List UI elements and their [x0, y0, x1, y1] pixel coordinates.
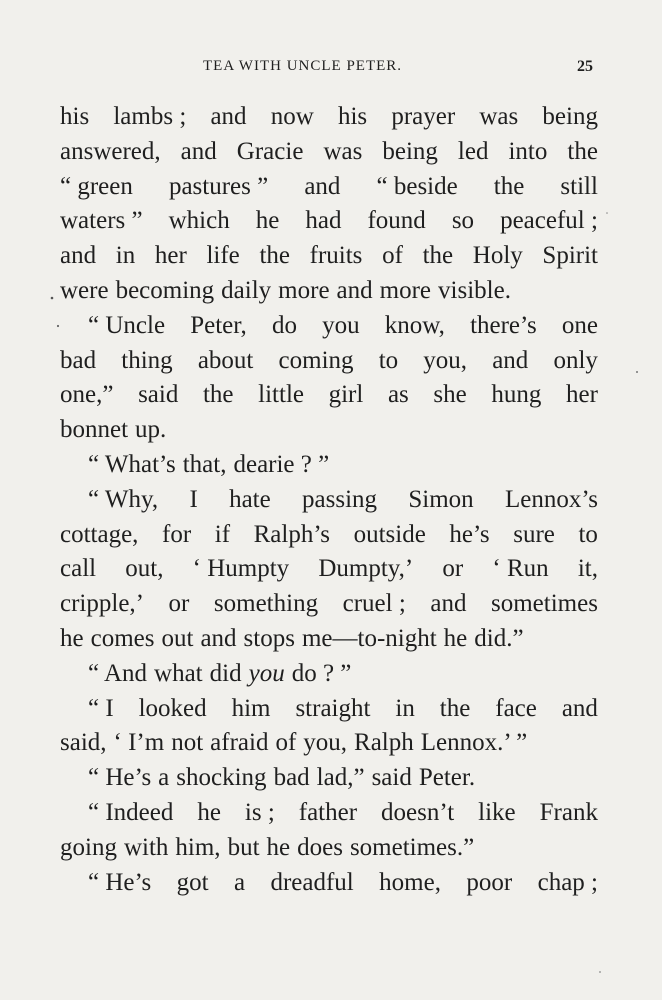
- word: him,: [175, 833, 221, 861]
- word: ‘ Run: [492, 555, 549, 583]
- word: stops: [243, 624, 295, 652]
- word: lad,”: [316, 764, 365, 792]
- text-line: [60, 866, 598, 901]
- page-number: 25: [577, 58, 593, 75]
- word: waters ”: [60, 207, 143, 235]
- word: found: [367, 207, 426, 235]
- word: being: [382, 137, 438, 165]
- word: was: [479, 103, 519, 130]
- word: life: [206, 242, 240, 270]
- word: of: [382, 242, 403, 270]
- word: not: [171, 729, 204, 757]
- word: the: [439, 694, 471, 722]
- word: out,: [125, 555, 164, 583]
- text-line: [60, 622, 598, 657]
- word: one,”: [60, 381, 114, 409]
- word: fruits: [309, 242, 363, 270]
- word: up.: [135, 416, 167, 444]
- text-line: [60, 726, 598, 761]
- word: cottage,: [60, 520, 139, 548]
- word: Lennox’s: [504, 485, 598, 513]
- word: lambs ;: [113, 103, 187, 130]
- word: something: [213, 590, 319, 618]
- word: his: [60, 103, 90, 130]
- word: home,: [379, 868, 441, 896]
- word: girl: [328, 381, 364, 409]
- text-line: [60, 761, 598, 796]
- word: dreadful: [270, 868, 354, 896]
- speck: [599, 971, 601, 973]
- word: ‘ Humpty: [192, 555, 290, 583]
- text-line: [60, 239, 598, 274]
- word: prayer: [391, 103, 456, 130]
- word: still: [560, 172, 598, 200]
- word: did: [209, 659, 242, 687]
- word: or: [442, 555, 464, 583]
- word: “ I: [88, 694, 114, 722]
- word: but: [227, 833, 260, 861]
- word: cruel ;: [342, 590, 406, 618]
- word: shocking: [176, 764, 267, 792]
- word: out: [161, 624, 194, 652]
- word: you: [248, 659, 285, 687]
- word: said: [371, 764, 412, 792]
- word: like: [478, 798, 516, 826]
- word: a: [158, 764, 170, 792]
- word: Frank: [539, 798, 598, 826]
- text-line: [60, 100, 598, 135]
- word: in: [395, 694, 415, 722]
- word: comes: [90, 624, 155, 652]
- word: being: [542, 103, 598, 130]
- word: “ beside: [376, 172, 458, 200]
- word: he: [197, 798, 221, 826]
- word: and: [60, 242, 97, 270]
- word: looked: [138, 694, 207, 722]
- word: ‘ I’m: [113, 729, 165, 757]
- speck: [636, 371, 638, 373]
- text-line: [60, 552, 598, 587]
- text-line: [60, 657, 598, 692]
- text-line: [60, 204, 598, 239]
- text-line: [60, 692, 598, 727]
- word: you: [322, 311, 360, 339]
- word: the: [202, 381, 234, 409]
- running-head: TEA WITH UNCLE PETER.: [203, 58, 403, 74]
- word: bonnet: [60, 416, 129, 444]
- word: sometimes.”: [349, 833, 475, 861]
- text-line: [60, 448, 598, 483]
- word: thing: [121, 346, 173, 374]
- word: “ green: [60, 172, 133, 200]
- word: of: [275, 729, 297, 757]
- word: and: [492, 346, 529, 374]
- word: the: [493, 172, 525, 200]
- word: “ What’s: [88, 450, 176, 478]
- word: outside: [353, 520, 426, 548]
- word: he: [60, 624, 84, 652]
- text-line: [60, 518, 598, 553]
- word: father: [298, 798, 358, 826]
- word: his: [337, 103, 368, 130]
- word: said,: [60, 729, 107, 757]
- word: it,: [577, 555, 598, 583]
- word: you,: [423, 346, 468, 374]
- word: Gracie: [236, 137, 304, 165]
- word: “ Why,: [88, 485, 159, 513]
- text-line: [60, 274, 598, 309]
- word: that,: [182, 450, 227, 478]
- word: Peter.: [418, 764, 476, 792]
- word: were: [60, 276, 109, 304]
- word: “ And: [88, 659, 148, 687]
- word: Holy: [472, 242, 523, 270]
- word: more: [379, 276, 432, 304]
- speck: [51, 297, 54, 300]
- word: as: [387, 381, 409, 409]
- word: what: [154, 659, 203, 687]
- word: and: [336, 276, 373, 304]
- word: led: [457, 137, 489, 165]
- word: do ? ”: [291, 659, 352, 687]
- text-line: [60, 378, 598, 413]
- word: passing: [302, 485, 378, 513]
- text-line: [60, 831, 598, 866]
- word: dearie ? ”: [233, 450, 330, 478]
- speck: [57, 325, 59, 327]
- word: sometimes: [491, 590, 598, 618]
- word: hate: [229, 485, 271, 513]
- word: sure: [513, 520, 555, 548]
- word: for: [162, 520, 192, 548]
- word: peaceful ;: [500, 207, 598, 235]
- text-line: [60, 309, 598, 344]
- word: and: [180, 137, 217, 165]
- text-line: [60, 170, 598, 205]
- word: little: [258, 381, 304, 409]
- word: her: [154, 242, 187, 270]
- word: becoming: [115, 276, 215, 304]
- word: doesn’t: [381, 798, 455, 826]
- word: bad: [60, 346, 97, 374]
- word: poor: [466, 868, 513, 896]
- text-line: [60, 796, 598, 831]
- page-header: [0, 58, 662, 82]
- word: and: [561, 694, 598, 722]
- word: bad: [273, 764, 310, 792]
- word: visible.: [438, 276, 511, 304]
- word: she: [433, 381, 467, 409]
- word: and: [304, 172, 341, 200]
- word: do: [271, 311, 297, 339]
- word: and: [210, 103, 247, 130]
- word: is ;: [244, 798, 275, 826]
- word: in: [115, 242, 136, 270]
- word: into: [508, 137, 548, 165]
- word: hung: [491, 381, 542, 409]
- word: had: [305, 207, 342, 235]
- word: pastures ”: [168, 172, 269, 200]
- word: call: [60, 555, 97, 583]
- word: the: [422, 242, 454, 270]
- word: did.”: [474, 624, 524, 652]
- word: Spirit: [542, 242, 598, 270]
- text-line: [60, 483, 598, 518]
- word: you,: [303, 729, 348, 757]
- word: there’s: [470, 311, 537, 339]
- word: I: [189, 485, 198, 513]
- word: does: [297, 833, 343, 861]
- body-text: [60, 100, 598, 900]
- text-line: [60, 135, 598, 170]
- word: coming: [278, 346, 354, 374]
- word: he: [255, 207, 280, 235]
- word: Simon: [408, 485, 474, 513]
- word: was: [323, 137, 363, 165]
- word: to: [578, 520, 598, 548]
- word: Lennox.’ ”: [420, 729, 528, 757]
- word: chap ;: [537, 868, 598, 896]
- word: and: [200, 624, 237, 652]
- speck: [606, 212, 608, 214]
- word: if: [214, 520, 231, 548]
- word: her: [565, 381, 598, 409]
- word: about: [197, 346, 254, 374]
- word: only: [553, 346, 598, 374]
- word: Dumpty,’: [318, 555, 414, 583]
- word: “ He’s: [88, 868, 152, 896]
- word: one: [561, 311, 598, 339]
- word: Ralph: [354, 729, 414, 757]
- word: he: [266, 833, 291, 861]
- word: which: [168, 207, 230, 235]
- text-line: [60, 413, 598, 448]
- word: more: [278, 276, 330, 304]
- word: face: [495, 694, 537, 722]
- word: “ Indeed: [88, 798, 174, 826]
- word: know,: [384, 311, 445, 339]
- word: daily: [221, 276, 272, 304]
- word: and: [430, 590, 467, 618]
- text-line: [60, 344, 598, 379]
- text-line: [60, 587, 598, 622]
- word: me—to-night: [301, 624, 437, 652]
- word: he: [443, 624, 468, 652]
- word: “ He’s: [88, 764, 152, 792]
- word: or: [168, 590, 190, 618]
- word: straight: [295, 694, 371, 722]
- word: he’s: [449, 520, 490, 548]
- word: the: [567, 137, 598, 165]
- word: “ Uncle: [88, 311, 166, 339]
- word: so: [451, 207, 475, 235]
- word: cripple,’: [60, 590, 144, 618]
- word: Ralph’s: [253, 520, 331, 548]
- word: afraid: [210, 729, 269, 757]
- word: answered,: [60, 137, 161, 165]
- word: to: [378, 346, 399, 374]
- word: a: [233, 868, 246, 896]
- word: Peter,: [190, 311, 247, 339]
- word: him: [231, 694, 271, 722]
- word: said: [138, 381, 179, 409]
- word: going: [60, 833, 117, 861]
- word: with: [123, 833, 169, 861]
- word: got: [176, 868, 209, 896]
- word: now: [270, 103, 314, 130]
- word: the: [259, 242, 290, 270]
